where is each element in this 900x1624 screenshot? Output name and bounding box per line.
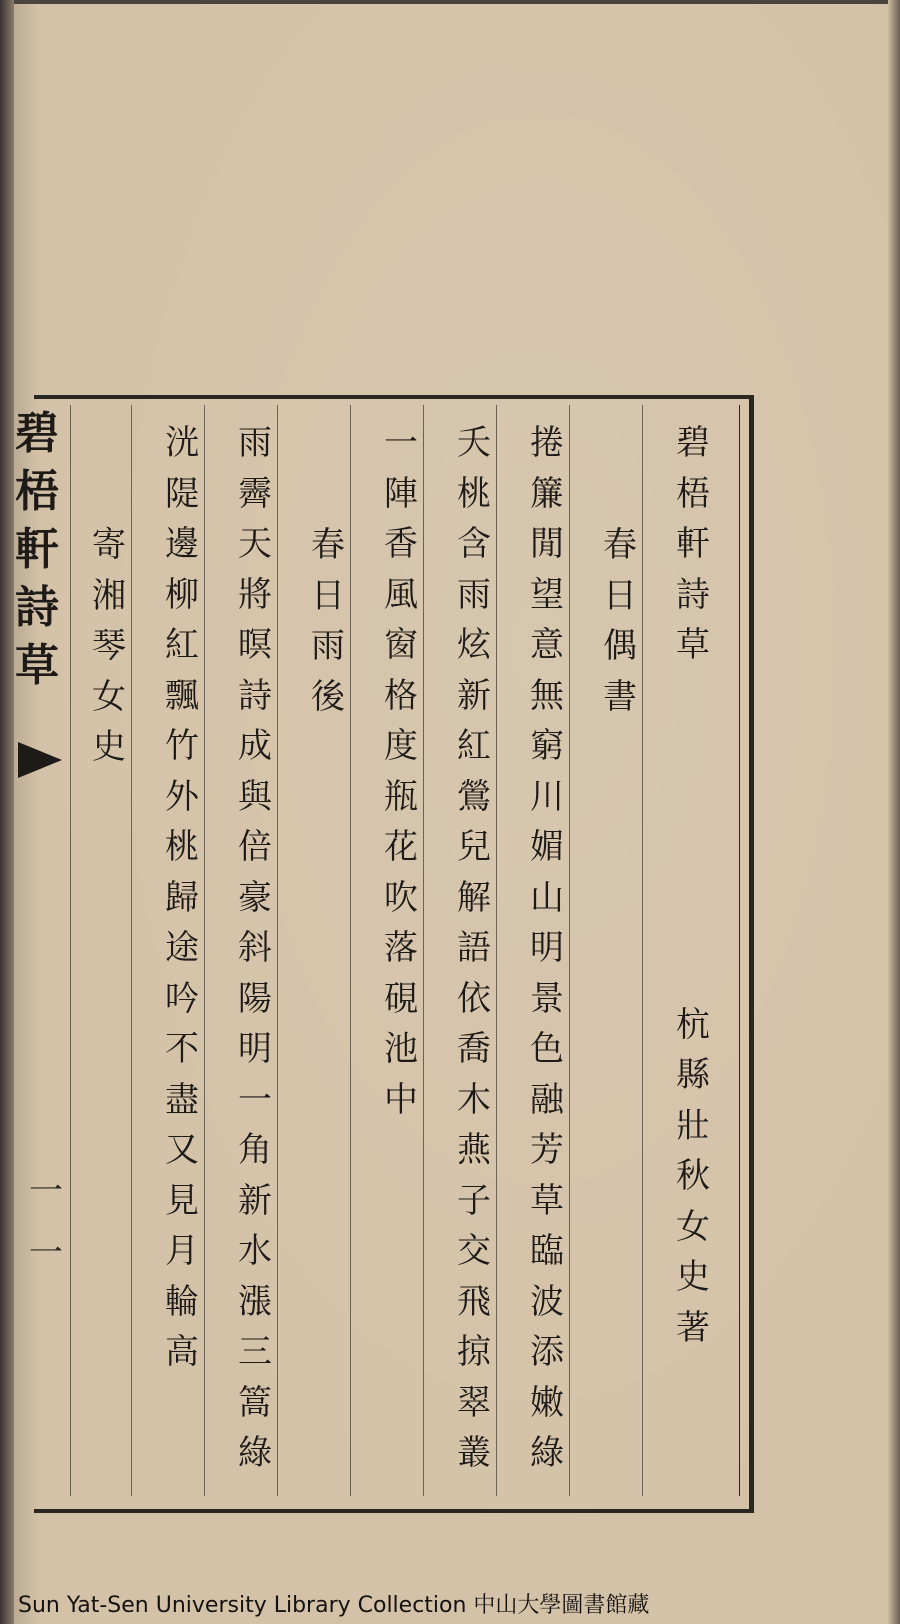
book-spine-right	[888, 0, 900, 1624]
book-title: 碧 梧 軒 詩 草	[676, 423, 710, 665]
library-credit: Sun Yat-Sen University Library Collection 中山大學圖書館藏	[18, 1593, 650, 1618]
column-rule	[70, 405, 71, 1496]
book-title-column	[663, 418, 723, 1478]
poem-title: 春 日 偶 書	[603, 525, 637, 717]
poem-line: 夭 桃 含 雨 炫 新 紅 鶯 兒 解 語 依 喬 木 燕 子 交 飛 掠 翠 叢	[457, 423, 491, 1473]
fore-edge-title: 碧 梧 軒 詩 草	[15, 408, 59, 691]
page-top-edge	[0, 0, 900, 4]
poem-title: 春 日 雨 後	[311, 525, 345, 717]
author-line: 杭 縣 壯 秋 女 史 著	[676, 1004, 710, 1348]
poem-line: 雨 霽 天 將 暝 詩 成 與 倍 豪 斜 陽 明 一 角 新 水 漲 三 篙 綠	[238, 423, 272, 1473]
fore-edge-page-number: 一 一	[29, 1171, 63, 1273]
book-spine-left	[0, 0, 14, 1624]
poem-line: 捲 簾 閒 望 意 無 窮 川 媚 山 明 景 色 融 芳 草 臨 波 添 嫩 綠	[530, 423, 564, 1473]
poem-title: 寄 湘 琴 女 史	[92, 525, 126, 767]
poem-line: 洸 隄 邊 柳 紅 飄 竹 外 桃 歸 途 吟 不 盡 又 見 月 輪 高	[165, 423, 199, 1372]
poem-line: 一 陣 香 風 窗 格 度 瓶 花 吹 落 硯 池 中	[384, 423, 418, 1120]
